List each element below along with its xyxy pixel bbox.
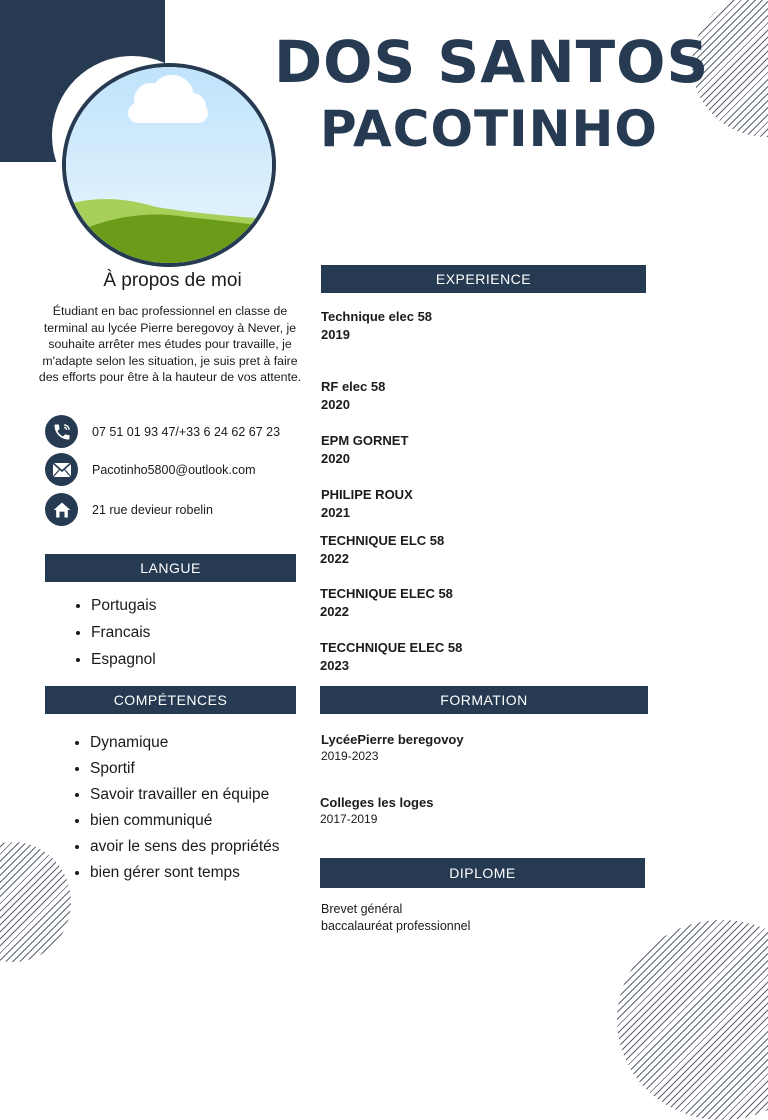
experience-year: 2020 (321, 397, 350, 412)
experience-item (321, 486, 413, 522)
experience-year: 2023 (320, 658, 349, 673)
experience-name: TECHNIQUE ELEC 58 (320, 586, 453, 601)
formation-years: 2017-2019 (320, 812, 378, 826)
experience-year: 2022 (320, 551, 349, 566)
experience-year: 2022 (320, 604, 349, 619)
home-icon (45, 493, 78, 526)
experience-name: Technique elec 58 (321, 309, 433, 324)
first-name: PACOTINHO (320, 100, 658, 158)
about-text: Étudiant en bac professionnel en classe de terminal au lycée Pierre beregovoy à Never, je souhaite arrêter mes études pour travaille, je m'adapte selon les situation, je suis pret à faire des efforts pour être à la hauteur de vos attente. (38, 304, 302, 385)
postal-address: 21 rue devieur robelin (92, 502, 213, 517)
formation-school: Colleges les loges (320, 795, 434, 810)
competences-header: COMPÉTENCES (45, 686, 296, 714)
contact-phone-row (45, 415, 280, 448)
experience-item (321, 432, 408, 468)
contact-address-row (45, 493, 213, 526)
hatched-circle-bottom-right (617, 920, 768, 1120)
competence-item: • bien communiqué (90, 812, 280, 830)
phone-icon (45, 415, 78, 448)
formation-header: FORMATION (320, 686, 648, 714)
experience-header: EXPERIENCE (321, 265, 646, 293)
experience-item (320, 639, 462, 675)
diplome-item: Brevet général (321, 902, 403, 916)
experience-item (321, 308, 432, 344)
about-title: À propos de moi (103, 270, 242, 291)
experience-name: TECHNIQUE ELC 58 (320, 533, 445, 548)
formation-years: 2019-2023 (321, 749, 379, 763)
competence-item: • bien gérer sont temps (90, 864, 280, 882)
langue-list (47, 597, 156, 669)
phone-number: 07 51 01 93 47/+33 6 24 62 67 23 (92, 424, 281, 439)
experience-year: 2019 (321, 327, 350, 342)
langue-item: • Portugais (91, 597, 156, 615)
experience-year: 2021 (321, 505, 350, 520)
competence-item: • Savoir travailler en équipe (90, 786, 280, 804)
competence-item: • Sportif (90, 760, 280, 778)
contact-email-row (45, 453, 256, 486)
experience-name: RF elec 58 (321, 379, 386, 394)
experience-name: EPM GORNET (321, 433, 409, 448)
experience-item (320, 532, 444, 568)
langue-header: LANGUE (45, 554, 296, 582)
diplome-item: baccalauréat professionnel (321, 918, 471, 933)
langue-item: • Espagnol (91, 651, 156, 669)
competence-item: • avoir le sens des propriétés (90, 838, 280, 856)
experience-item (321, 378, 385, 414)
experience-name: PHILIPE ROUX (321, 487, 413, 502)
profile-photo (62, 63, 276, 267)
experience-item (320, 585, 453, 621)
diplome-list (321, 901, 470, 934)
landscape-placeholder-icon (66, 67, 272, 263)
competences-list (46, 734, 280, 882)
experience-name: TECCHNIQUE ELEC 58 (320, 640, 463, 655)
formation-school: LycéePierre beregovoy (321, 732, 464, 747)
langue-item: • Francais (91, 624, 156, 642)
experience-year: 2020 (321, 451, 350, 466)
last-name: DOS SANTOS (274, 28, 710, 96)
email-address: Pacotinho5800@outlook.com (92, 462, 256, 477)
diplome-header: DIPLOME (320, 858, 645, 888)
envelope-icon (45, 453, 78, 486)
competence-item: • Dynamique (90, 734, 280, 752)
